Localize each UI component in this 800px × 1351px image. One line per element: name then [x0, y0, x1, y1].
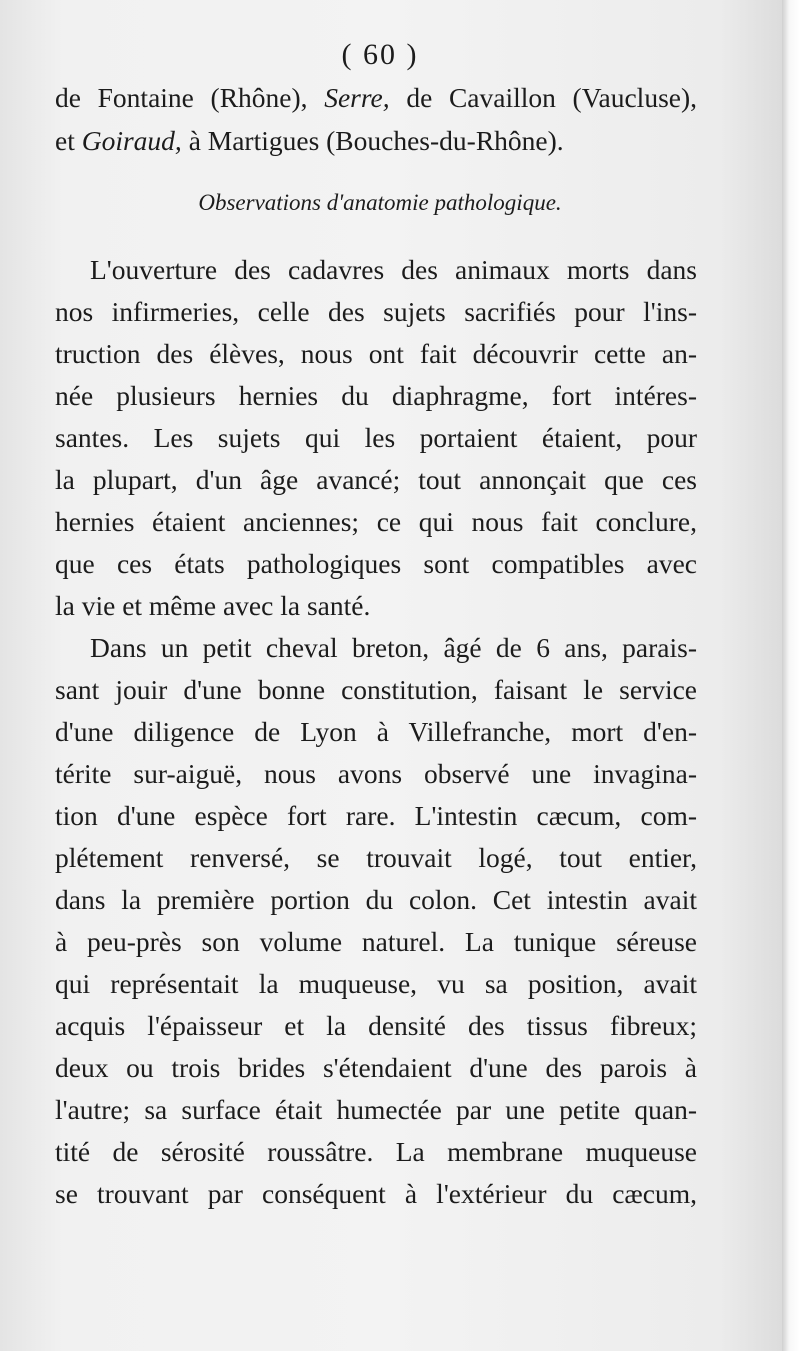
text-line [55, 586, 370, 626]
text-line [55, 838, 697, 878]
text-run: de Cavaillon (Vaucluse), [389, 82, 698, 113]
text-run: acquis l'épaisseur et la densité des tissus fibreux; [55, 1010, 697, 1041]
text-run: née plusieurs hernies du diaphragme, fort intéres- [55, 380, 697, 411]
text-line [55, 1048, 697, 1088]
text-run: qui représentait la muqueuse, vu sa position, avait [55, 968, 697, 999]
text-line [55, 376, 697, 416]
text-run: et [55, 125, 82, 156]
text-run: se trouvant par conséquent à l'extérieur du cæcum, [55, 1178, 697, 1209]
text-run: tion d'une espèce fort rare. L'intestin cæcum, com- [55, 800, 697, 831]
text-line [55, 1006, 697, 1046]
text-run: à peu-près son volume naturel. La tunique séreuse [55, 926, 697, 957]
italic-name: Goiraud, [81, 125, 182, 156]
text-run: l'autre; sa surface était humectée par une petite quan- [55, 1094, 697, 1125]
text-line [55, 922, 697, 962]
text-line [55, 460, 697, 500]
text-run: dans la première portion du colon. Cet intestin avait [55, 884, 697, 915]
text-line [90, 250, 697, 290]
text-line [55, 1090, 697, 1130]
text-run: truction des élèves, nous ont fait découvrir cette an- [55, 338, 697, 369]
text-line [55, 754, 697, 794]
italic-name: Serre, [324, 82, 390, 113]
text-run: de Fontaine (Rhône), [55, 82, 325, 113]
text-line [55, 334, 697, 374]
text-line [55, 1174, 697, 1214]
text-run: la vie et même avec la santé. [55, 590, 371, 621]
text-run: térite sur-aiguë, nous avons observé une invagina- [55, 758, 697, 789]
section-heading: Observations d'anatomie pathologique. [198, 190, 562, 215]
text-run: plétement renversé, se trouvait logé, tout entier, [55, 842, 697, 873]
page-number: ( 60 ) [341, 38, 419, 71]
text-run: sant jouir d'une bonne constitution, faisant le service [55, 674, 697, 705]
text-line [55, 78, 697, 118]
text-line [55, 670, 697, 710]
text-run: la plupart, d'un âge avancé; tout annonçait que ces [55, 464, 697, 495]
text-run: L'ouverture des cadavres des animaux morts dans [90, 254, 697, 285]
text-run: d'une diligence de Lyon à Villefranche, mort d'en- [55, 716, 697, 747]
text-line [55, 964, 697, 1004]
text-run: santes. Les sujets qui les portaient étaient, pour [55, 422, 697, 453]
text-run: Dans un petit cheval breton, âgé de 6 ans, parais- [90, 632, 697, 663]
text-line [55, 121, 564, 161]
text-line [55, 544, 697, 584]
text-run: à Martigues (Bouches-du-Rhône). [181, 125, 564, 156]
text-run: nos infirmeries, celle des sujets sacrifiés pour l'ins- [55, 296, 697, 327]
text-run: deux ou trois brides s'étendaient d'une des parois à [55, 1052, 697, 1083]
text-run: hernies étaient anciennes; ce qui nous fait conclure, [55, 506, 697, 537]
text-line [55, 502, 697, 542]
text-run: que ces états pathologiques sont compatibles avec [55, 548, 697, 579]
text-line [90, 628, 697, 668]
text-line [55, 418, 697, 458]
text-line [55, 292, 697, 332]
page-edge [782, 0, 800, 1351]
text-line [55, 796, 697, 836]
text-line [55, 1132, 697, 1172]
text-line [55, 880, 697, 920]
text-line [55, 712, 697, 752]
text-run: tité de sérosité roussâtre. La membrane muqueuse [55, 1136, 697, 1167]
